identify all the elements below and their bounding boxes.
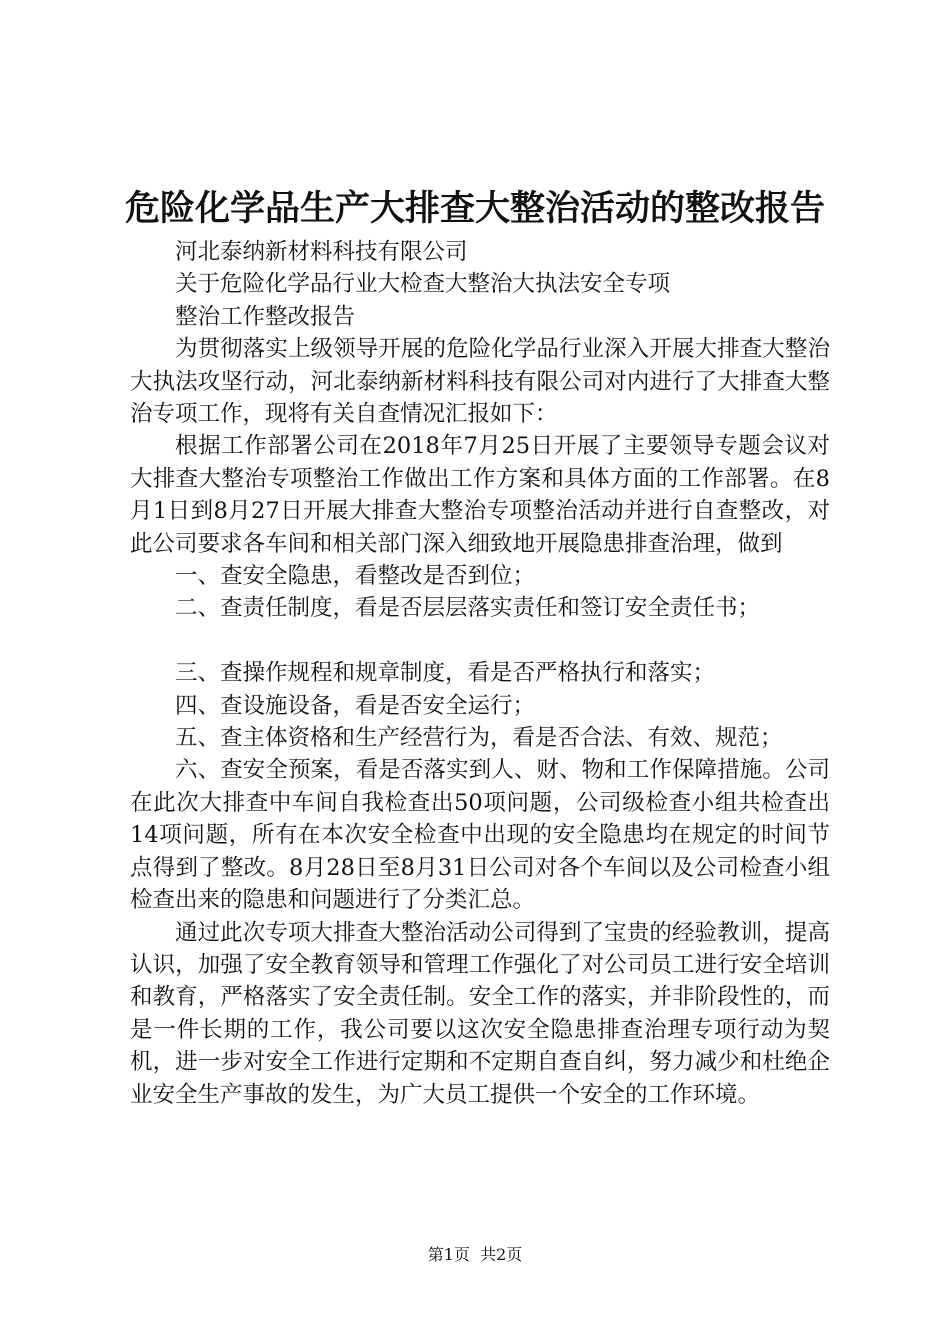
conclusion-paragraph: 通过此次专项大排查大整治活动公司得到了宝贵的经验教训，提高认识，加强了安全教育领导和管理工作强化了对公司员工进行安全培训和教育，严格落实了安全责任制。安全工作的落实，并非阶段性的，而是一件长期的工作，我公司要以这次安全隐患排查治理专项行动为契机，进一步对安全工作进行定期和不定期自查自纠，努力减少和杜绝企业安全生产事故的发生，为广大员工提供一个安全的工作环境。 xyxy=(130,919,830,1108)
check-item-1: 一、查安全隐患，看整改是否到位； xyxy=(175,563,536,590)
intro-paragraph: 为贯彻落实上级领导开展的危险化学品行业深入开展大排查大整治大执法攻坚行动，河北泰纳新材料科技有限公司对内进行了大排查大整治专项工作，现将有关自查情况汇报如下： xyxy=(130,336,830,428)
report-heading-line-1: 关于危险化学品行业大检查大整治大执法安全专项 xyxy=(175,271,671,298)
document-body xyxy=(130,236,830,1111)
document-title: 危险化学品生产大排查大整治活动的整改报告 xyxy=(124,188,825,229)
check-item-4: 四、查设施设备，看是否安全运行； xyxy=(175,692,536,719)
check-item-3: 三、查操作规程和规章制度，看是否严格执行和落实； xyxy=(175,660,716,687)
check-item-5: 五、查主体资格和生产经营行为，看是否合法、有效、规范； xyxy=(175,725,783,752)
deployment-paragraph: 根据工作部署公司在2018年7月25日开展了主要领导专题会议对大排查大整治专项整治工作做出工作方案和具体方面的工作部署。在8月1日到8月27日开展大排查大整治专项整治活动并进行自查整改，对此公司要求各车间和相关部门深入细致地开展隐患排查治理，做到 xyxy=(130,433,830,557)
company-name: 河北泰纳新材料科技有限公司 xyxy=(175,239,468,265)
check-item-6: 六、查安全预案，看是否落实到人、财、物和工作保障措施。公司在此次大排查中车间自我检查出50项问题，公司级检查小组共检查出14项问题，所有在本次安全检查中出现的安全隐患均在规定的时间节点得到了整改。8月28日至8月31日公司对各个车间以及公司检查小组检查出来的隐患和问题进行了分类汇总。 xyxy=(130,757,830,914)
report-heading-line-2: 整治工作整改报告 xyxy=(175,303,356,330)
check-item-2: 二、查责任制度，看是否层层落实责任和签订安全责任书； xyxy=(175,595,761,622)
page-number: 第1页 共2页 xyxy=(427,1245,523,1264)
